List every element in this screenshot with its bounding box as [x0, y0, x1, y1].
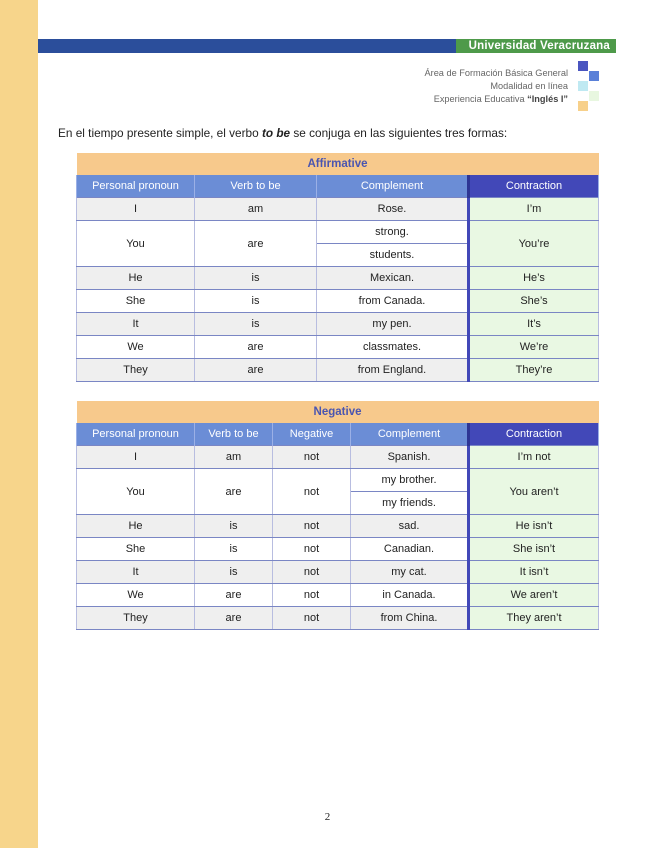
course-name: “Inglés I”	[527, 94, 568, 104]
contraction-cell: It’s	[469, 313, 599, 336]
verb-cell: is	[195, 515, 273, 538]
page-number: 2	[324, 811, 331, 823]
contraction-cell: She’s	[469, 290, 599, 313]
logo-square-icon	[589, 71, 599, 81]
pronoun-cell: I	[77, 198, 195, 221]
complement-cell: classmates.	[317, 336, 469, 359]
column-header: Verb to be	[195, 175, 317, 198]
verb-cell: is	[195, 538, 273, 561]
logo-square-icon	[578, 61, 588, 71]
complement-cell: in Canada.	[351, 584, 469, 607]
table-row	[77, 221, 599, 244]
table-row	[77, 446, 599, 469]
verb-cell: are	[195, 607, 273, 630]
complement-cell: Rose.	[317, 198, 469, 221]
complement-cell: from Canada.	[317, 290, 469, 313]
complement-cell: Canadian.	[351, 538, 469, 561]
complement-cell: strong.	[317, 221, 469, 244]
table-row	[77, 584, 599, 607]
complement-cell: students.	[317, 244, 469, 267]
contraction-cell: She isn’t	[469, 538, 599, 561]
logo-square-icon	[589, 91, 599, 101]
pronoun-cell: I	[77, 446, 195, 469]
complement-cell: from England.	[317, 359, 469, 382]
complement-cell: from China.	[351, 607, 469, 630]
negative-table	[76, 401, 599, 630]
logo-square-icon	[578, 101, 588, 111]
column-header: Complement	[317, 175, 469, 198]
column-header: Contraction	[469, 423, 599, 446]
table-row	[77, 198, 599, 221]
complement-cell: my pen.	[317, 313, 469, 336]
pronoun-cell: He	[77, 515, 195, 538]
verb-cell: is	[195, 267, 317, 290]
negative-cell: not	[273, 446, 351, 469]
intro-verb: to be	[261, 126, 291, 140]
verb-cell: are	[195, 584, 273, 607]
pronoun-cell: We	[77, 336, 195, 359]
affirmative-title: Affirmative	[77, 153, 599, 175]
complement-cell: Mexican.	[317, 267, 469, 290]
pronoun-cell: She	[77, 290, 195, 313]
table-row	[77, 515, 599, 538]
header-bar	[38, 39, 456, 53]
pronoun-cell: It	[77, 313, 195, 336]
table-row	[77, 607, 599, 630]
pronoun-cell: It	[77, 561, 195, 584]
negative-cell: not	[273, 607, 351, 630]
verb-cell: is	[195, 290, 317, 313]
pronoun-cell: We	[77, 584, 195, 607]
contraction-cell: We’re	[469, 336, 599, 359]
pronoun-cell: You	[77, 221, 195, 267]
verb-cell: is	[195, 313, 317, 336]
verb-cell: are	[195, 359, 317, 382]
course-area: Área de Formación Básica General	[424, 68, 568, 78]
complement-cell: sad.	[351, 515, 469, 538]
table-row	[77, 313, 599, 336]
table-row	[77, 290, 599, 313]
table-row	[77, 267, 599, 290]
table-row	[77, 561, 599, 584]
course-info	[425, 67, 569, 106]
course-experience: Experiencia Educativa “Inglés I”	[433, 94, 568, 104]
pronoun-cell: She	[77, 538, 195, 561]
verb-cell: are	[195, 336, 317, 359]
university-name: Universidad Veracruzana	[456, 39, 616, 53]
pronoun-cell: You	[77, 469, 195, 515]
column-header: Personal pronoun	[77, 175, 195, 198]
verb-cell: am	[195, 198, 317, 221]
side-band	[0, 0, 38, 848]
verb-cell: is	[195, 561, 273, 584]
verb-cell: am	[195, 446, 273, 469]
contraction-cell: He’s	[469, 267, 599, 290]
contraction-cell: I’m	[469, 198, 599, 221]
complement-cell: Spanish.	[351, 446, 469, 469]
course-modality: Modalidad en línea	[490, 81, 568, 91]
column-header: Negative	[273, 423, 351, 446]
pronoun-cell: They	[77, 359, 195, 382]
complement-cell: my friends.	[351, 492, 469, 515]
negative-cell: not	[273, 515, 351, 538]
contraction-cell: You aren’t	[469, 469, 599, 515]
verb-cell: are	[195, 469, 273, 515]
complement-cell: my brother.	[351, 469, 469, 492]
contraction-cell: It isn’t	[469, 561, 599, 584]
contraction-cell: He isn’t	[469, 515, 599, 538]
negative-cell: not	[273, 538, 351, 561]
contraction-cell: We aren’t	[469, 584, 599, 607]
negative-cell: not	[273, 584, 351, 607]
complement-cell: my cat.	[351, 561, 469, 584]
contraction-cell: You’re	[469, 221, 599, 267]
negative-title: Negative	[77, 401, 599, 423]
logo-square-icon	[578, 81, 588, 91]
table-row	[77, 359, 599, 382]
contraction-cell: They’re	[469, 359, 599, 382]
table-row	[77, 538, 599, 561]
verb-cell: are	[195, 221, 317, 267]
table-row	[77, 336, 599, 359]
pronoun-cell: They	[77, 607, 195, 630]
column-header: Contraction	[469, 175, 599, 198]
negative-cell: not	[273, 469, 351, 515]
affirmative-table	[76, 153, 599, 382]
column-header: Complement	[351, 423, 469, 446]
column-header: Personal pronoun	[77, 423, 195, 446]
negative-cell: not	[273, 561, 351, 584]
pronoun-cell: He	[77, 267, 195, 290]
contraction-cell: I’m not	[469, 446, 599, 469]
table-row	[77, 469, 599, 492]
column-header: Verb to be	[195, 423, 273, 446]
intro-paragraph: En el tiempo presente simple, el verbo to be se conjuga en las siguientes tres formas:	[58, 126, 508, 140]
contraction-cell: They aren’t	[469, 607, 599, 630]
